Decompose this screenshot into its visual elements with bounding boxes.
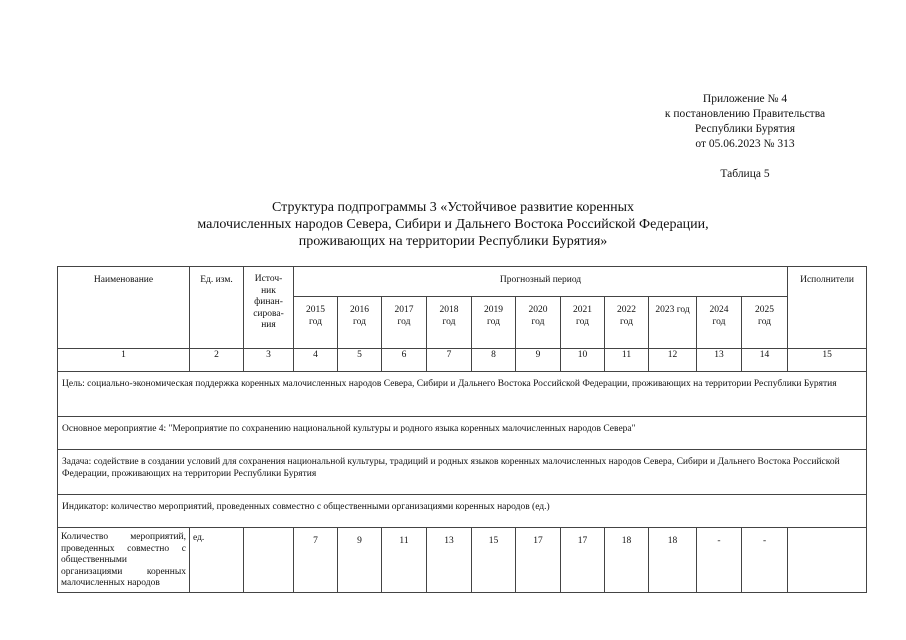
column-number: 5 — [338, 349, 382, 372]
value-cell: 15 — [472, 528, 516, 593]
year-cell: 2025 год — [742, 297, 788, 349]
value-cell: 17 — [516, 528, 561, 593]
goal-text: Цель: социально-экономическая поддержка коренных малочисленных народов Севера, Сибири и Дальнего Востока Российской Федерации, проживающих на территории Республики Бурятия — [58, 372, 867, 417]
value-cell: 17 — [561, 528, 605, 593]
year-cell: 2019 год — [472, 297, 516, 349]
year-cell: 2021 год — [561, 297, 605, 349]
column-number: 14 — [742, 349, 788, 372]
column-number: 12 — [649, 349, 697, 372]
column-number: 15 — [788, 349, 867, 372]
indicator-name: Количество мероприятий, проведенных совместно с общественными организациями коренных малочисленных народов — [58, 528, 190, 593]
value-cell: - — [742, 528, 788, 593]
column-number: 6 — [382, 349, 427, 372]
appendix-header — [630, 92, 860, 152]
header-forecast: Прогнозный период — [294, 267, 788, 297]
appendix-line: от 05.06.2023 № 313 — [695, 138, 795, 150]
appendix-line: Республики Бурятия — [694, 123, 796, 135]
column-number: 2 — [190, 349, 244, 372]
header-name: Наименование — [58, 267, 190, 349]
year-cell: 2022 год — [605, 297, 649, 349]
year-cell: 2017 год — [382, 297, 427, 349]
year-cell: 2015 год — [294, 297, 338, 349]
value-cell: 7 — [294, 528, 338, 593]
column-number: 4 — [294, 349, 338, 372]
document-title — [130, 199, 776, 250]
goal-row — [58, 372, 867, 417]
column-number: 3 — [244, 349, 294, 372]
main-event-text: Основное мероприятие 4: "Мероприятие по сохранению национальной культуры и родного языка коренных малочисленных народов Севера" — [58, 417, 867, 450]
data-row — [58, 528, 867, 593]
value-cell: 18 — [649, 528, 697, 593]
column-number: 9 — [516, 349, 561, 372]
header-row — [58, 267, 867, 297]
indicator-source — [244, 528, 294, 593]
title-line: Структура подпрограммы 3 «Устойчивое развитие коренных — [272, 200, 634, 215]
column-number: 8 — [472, 349, 516, 372]
value-cell: - — [697, 528, 742, 593]
task-row — [58, 450, 867, 495]
main-event-row — [58, 417, 867, 450]
indicator-text: Индикатор: количество мероприятий, проведенных совместно с общественными организациями коренных народов (ед.) — [58, 495, 867, 528]
year-cell: 2018 год — [427, 297, 472, 349]
column-number: 13 — [697, 349, 742, 372]
indicator-unit: ед. — [190, 528, 244, 593]
year-cell: 2024 год — [697, 297, 742, 349]
title-line: малочисленных народов Севера, Сибири и Дальнего Востока Российской Федерации, — [197, 217, 709, 232]
indicator-row — [58, 495, 867, 528]
task-text: Задача: содействие в создании условий для сохранения национальной культуры, традиций и родных языков коренных малочисленных народов Севера, Сибири и Дальнего Востока Российской Федерации, проживающих на территории Республики Бурятия — [58, 450, 867, 495]
appendix-line: Приложение № 4 — [702, 93, 788, 105]
title-line: проживающих на территории Республики Бурятия» — [298, 234, 608, 249]
header-executors: Исполнители — [788, 267, 867, 349]
structure-table — [57, 266, 867, 593]
appendix-line: к постановлению Правительства — [664, 108, 826, 120]
header-unit: Ед. изм. — [190, 267, 244, 349]
value-cell: 9 — [338, 528, 382, 593]
year-cell: 2020 год — [516, 297, 561, 349]
header-source: Источ- ник финан- сирова- ния — [244, 267, 294, 349]
column-number: 10 — [561, 349, 605, 372]
value-cell: 13 — [427, 528, 472, 593]
column-number: 1 — [58, 349, 190, 372]
indicator-executors — [788, 528, 867, 593]
value-cell: 11 — [382, 528, 427, 593]
column-number: 11 — [605, 349, 649, 372]
column-number: 7 — [427, 349, 472, 372]
year-cell: 2016 год — [338, 297, 382, 349]
column-number-row — [58, 349, 867, 372]
value-cell: 18 — [605, 528, 649, 593]
table-label: Таблица 5 — [720, 168, 770, 180]
year-cell: 2023 год — [649, 297, 697, 349]
